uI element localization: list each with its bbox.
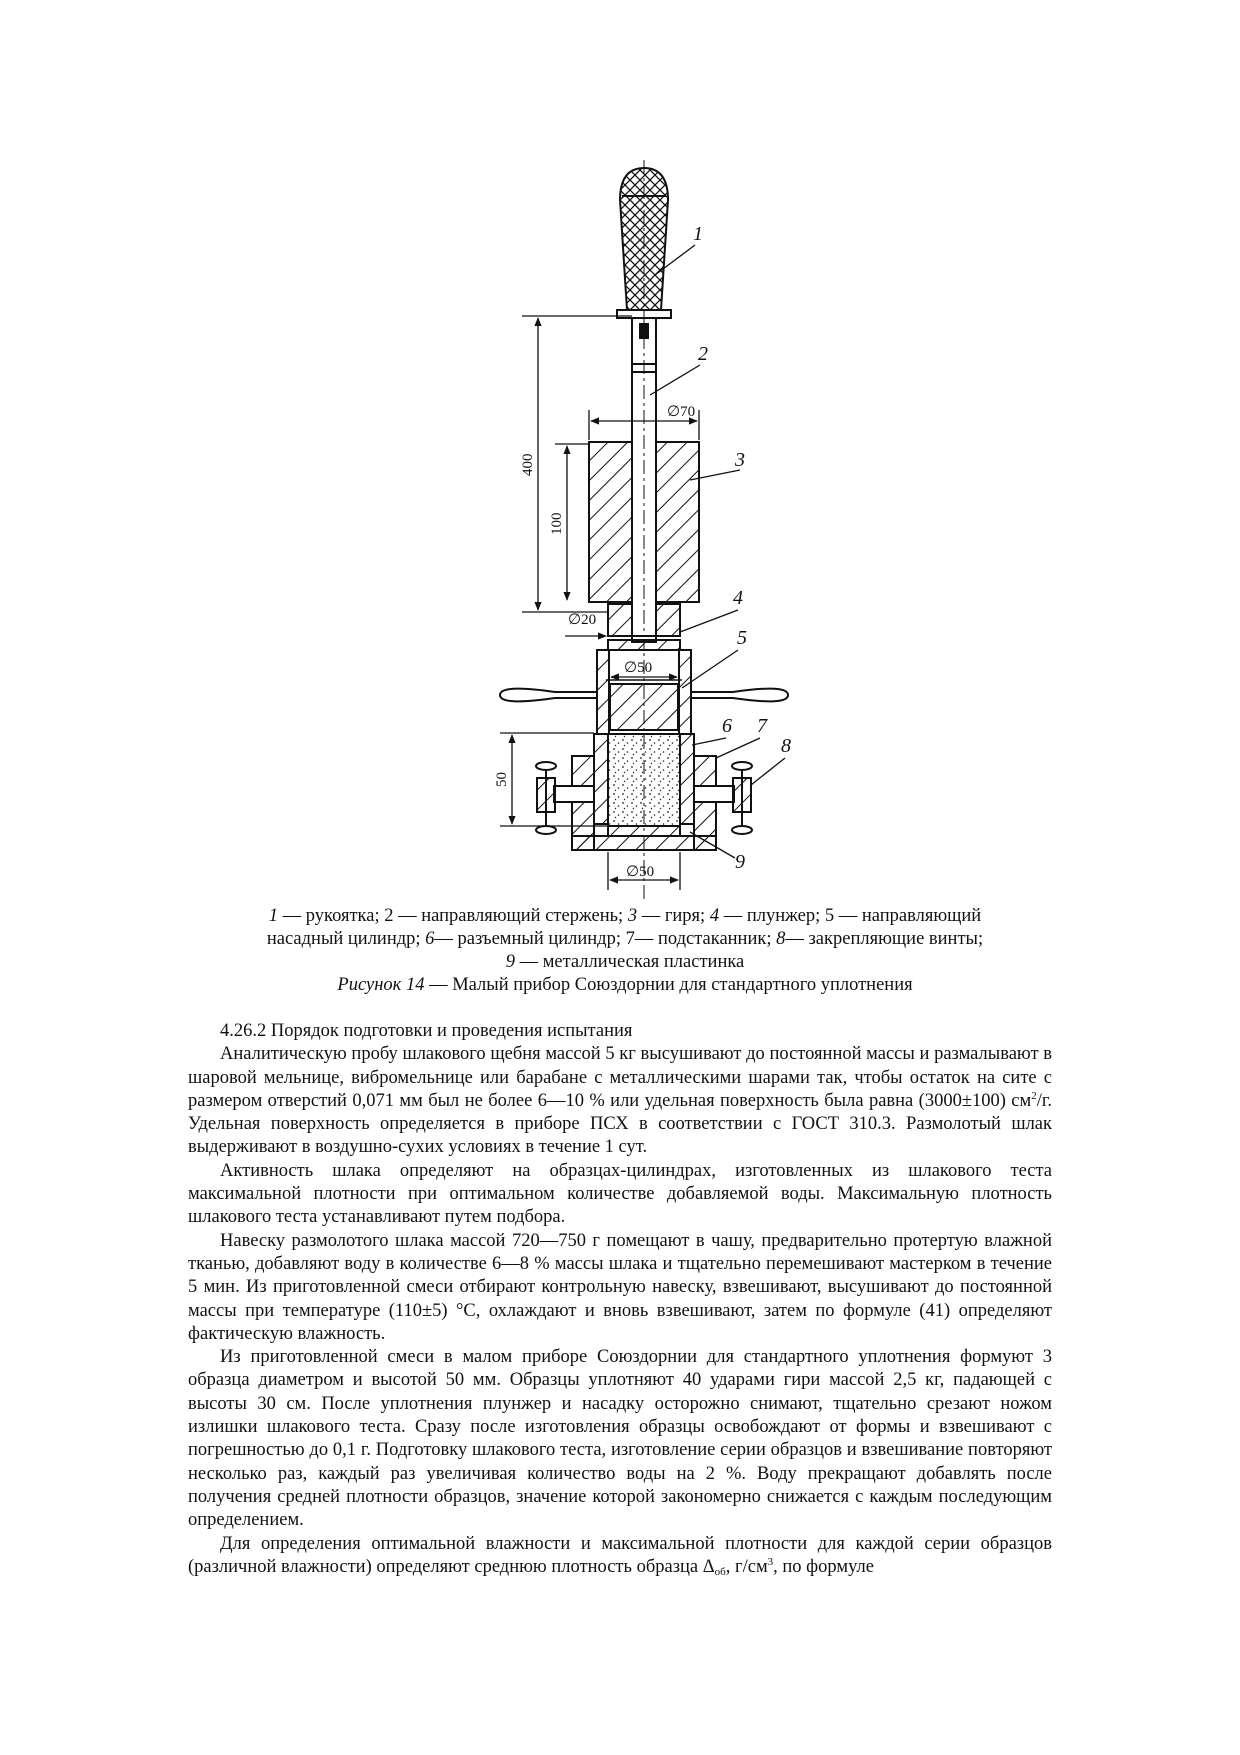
dim-d20: ∅20 bbox=[568, 612, 597, 628]
label-2: 2 bbox=[698, 343, 708, 365]
caption-line-3: 9 — металлическая пластинка bbox=[505, 952, 745, 972]
label-1: 1 bbox=[693, 223, 703, 245]
label-9: 9 bbox=[735, 851, 745, 873]
dim-50: 50 bbox=[494, 772, 510, 787]
body-text bbox=[188, 1020, 1052, 1579]
label-7: 7 bbox=[757, 715, 767, 737]
dim-400: 400 bbox=[520, 453, 536, 476]
label-6: 6 bbox=[722, 715, 732, 737]
dim-100: 100 bbox=[549, 512, 565, 535]
label-3: 3 bbox=[735, 449, 745, 471]
paragraph-1: Аналитическую пробу шлакового щебня массой 5 кг высушивают до постоянной массы и размалывают в шаровой мельнице, вибромельнице или барабане с металлическими шарами так, чтобы остаток на сите с размером отверстий 0,071 мм был не более 6—10 % или удельная поверхность была равна (3000±100) $см^2/г$. Удельная поверхность определяется в приборе ПСХ в соответствии с ГОСТ 310.3. Размолотый шлак выдерживают в воздушно-сухих условиях в течение 1 сут. bbox=[188, 1044, 1052, 1158]
split-cylinder-part bbox=[594, 734, 694, 836]
dim-d70: ∅70 bbox=[667, 404, 696, 420]
caption-line-2: насадный цилиндр; 6— разъемный цилиндр; 7— подстаканник; 8— закрепляющие винты; bbox=[266, 929, 984, 949]
dim-d50-top: ∅50 bbox=[624, 660, 653, 676]
figure-caption bbox=[190, 905, 1060, 997]
label-4: 4 bbox=[733, 587, 743, 609]
paragraph-2: Активность шлака определяют на образцах-цилиндрах, изготовленных из шлакового теста максимальной плотности при оптимальном количестве добавляемой воды. Максимальную плотность шлакового теста устанавливают путем подбора. bbox=[188, 1160, 1052, 1228]
paragraph-4: Из приготовленной смеси в малом приборе Союздорнии для стандартного уплотнения формуют 3 образца диаметром и высотой 50 мм. Образцы уплотняют 40 ударами гири массой 2,5 кг, падающей с высоты 30 см. После уплотнения плунжер и насадку осторожно снимают, тщательно срезают ножом излишки шлакового теста. Сразу после изготовления образцы освобождают от формы и взвешивают с погрешностью до 0,1 г. Подготовку шлакового теста, изготовление серии образцов и взвешивание повторяют несколько раз, каждый раз увеличивая количество воды на 2 %. Воду прекращают добавлять после получения средней плотности образцов, значение которой закономерно снижается с каждым последующим определением. bbox=[188, 1347, 1052, 1531]
paragraph-3: Навеску размолотого шлака массой 720—750 г помещают в чашу, предварительно протертую влажной тканью, добавляют воду в количестве 6—8 % массы шлака и тщательно перемешивают мастерком в течение 5 мин. Из приготовленной смеси отбирают контрольную навеску, взвешивают, высушивают до постоянной массы при температуре (110±5) °С, охлаждают и вновь взвешивают, затем по формуле (41) определяют фактическую влажность. bbox=[188, 1230, 1052, 1344]
label-5: 5 bbox=[737, 627, 747, 649]
label-8: 8 bbox=[781, 735, 791, 757]
figure-title: Рисунок 14 — Малый прибор Союздорнии для стандартного уплотнения bbox=[337, 975, 913, 995]
caption-line-1: 1 — рукоятка; 2 — направляющий стержень; 3 — гиря; 4 — плунжер; 5 — направляющий bbox=[268, 906, 982, 926]
dim-d50-bottom: ∅50 bbox=[626, 864, 655, 880]
paragraph-5: Для определения оптимальной влажности и максимальной плотности для каждой серии образцов (различной влажности) определяют среднюю плотность образца $\Delta_{об}$, $г/см^3$, по формуле bbox=[188, 1533, 1052, 1578]
section-heading: 4.26.2 Порядок подготовки и проведения испытания bbox=[220, 1021, 633, 1041]
